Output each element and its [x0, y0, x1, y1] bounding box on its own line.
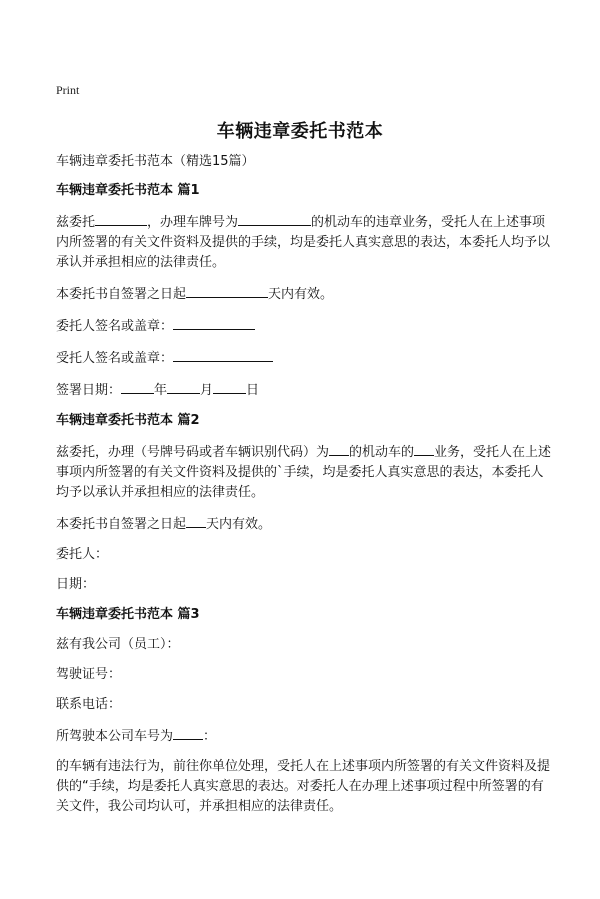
license-number-line: 驾驶证号：	[56, 667, 122, 682]
section-2-heading: 车辆违章委托书范本 篇2	[56, 413, 200, 428]
validity-text-a: 本委托书自签署之日起	[56, 287, 187, 302]
agent-signature-blank	[173, 347, 273, 362]
agent-signature-label: 受托人签名或盖章：	[56, 351, 174, 366]
year-blank	[121, 379, 154, 394]
section-2-validity	[56, 513, 552, 535]
section-2-text-b: 的机动车的	[349, 445, 415, 460]
day-label: 日	[246, 383, 260, 398]
month-blank	[167, 379, 200, 394]
plate-number-blank	[238, 211, 311, 226]
section-2-date: 日期：	[56, 577, 96, 592]
section-2-paragraph	[56, 441, 552, 503]
principal-signature-line	[56, 315, 552, 337]
section-2-text-c: 业务，受托人在上述事项内所签署的有关文件资料及提供的`手续，均是委托人真实意思的表达，本委托人均予以承认并承担相应的法律责任。	[56, 445, 552, 500]
print-link[interactable]: Print	[56, 83, 80, 97]
section-3-paragraph: 的车辆有违法行为，前往你单位处理，受托人在上述事项内所签署的有关文件资料及提供的“手续，均是委托人真实意思的表达。对委托人在办理上述事项过程中所签署的有关文件，我公司均认可，并承担相应的法律责任。	[56, 759, 551, 814]
section-1-text-c: 的机动车的违章业务，受托人在上述事项内所签署的有关文件资料及提供的手续，均是委托人真实意思的表达，本委托人均予以承认并承担相应的法律责任。	[56, 215, 551, 270]
section-2-principal: 委托人：	[56, 547, 109, 562]
business-type-blank	[414, 441, 434, 456]
validity-days-blank	[186, 283, 268, 298]
validity-text-b: 天内有效。	[268, 287, 334, 302]
principal-signature-blank	[173, 315, 255, 330]
section-2-text-a: 兹委托，办理（号牌号码或者车辆识别代码）为	[56, 445, 330, 460]
contact-phone-line: 联系电话：	[56, 697, 122, 712]
document-subtitle: 车辆违章委托书范本（精选15篇）	[56, 154, 255, 169]
section-1-paragraph	[56, 211, 552, 273]
section-1-validity	[56, 283, 552, 305]
month-label: 月	[200, 383, 214, 398]
vehicle-plate-blank	[173, 725, 203, 740]
vehicle-plate-line	[56, 725, 552, 747]
validity-2-text-a: 本委托书自签署之日起	[56, 517, 187, 532]
signing-date-line	[56, 379, 552, 401]
vehicle-plate-text-b: ：	[203, 729, 217, 744]
section-3-heading: 车辆违章委托书范本 篇3	[56, 607, 200, 622]
principal-signature-label: 委托人签名或盖章：	[56, 319, 174, 334]
document-title: 车辆违章委托书范本	[216, 121, 384, 142]
plate-code-blank	[329, 441, 349, 456]
vehicle-plate-text-a: 所驾驶本公司车号为	[56, 729, 174, 744]
validity-2-text-b: 天内有效。	[206, 517, 272, 532]
validity-2-days-blank	[186, 513, 206, 528]
section-1-heading: 车辆违章委托书范本 篇1	[56, 183, 200, 198]
principal-name-blank	[95, 211, 147, 226]
day-blank	[213, 379, 246, 394]
year-label: 年	[154, 383, 168, 398]
section-1-text-b: ，办理车牌号为	[147, 215, 239, 230]
company-employee-line: 兹有我公司（员工）：	[56, 637, 180, 652]
document-body	[56, 152, 552, 827]
agent-signature-line	[56, 347, 552, 369]
signing-date-label: 签署日期：	[56, 383, 122, 398]
section-1-text-a: 兹委托	[56, 215, 96, 230]
